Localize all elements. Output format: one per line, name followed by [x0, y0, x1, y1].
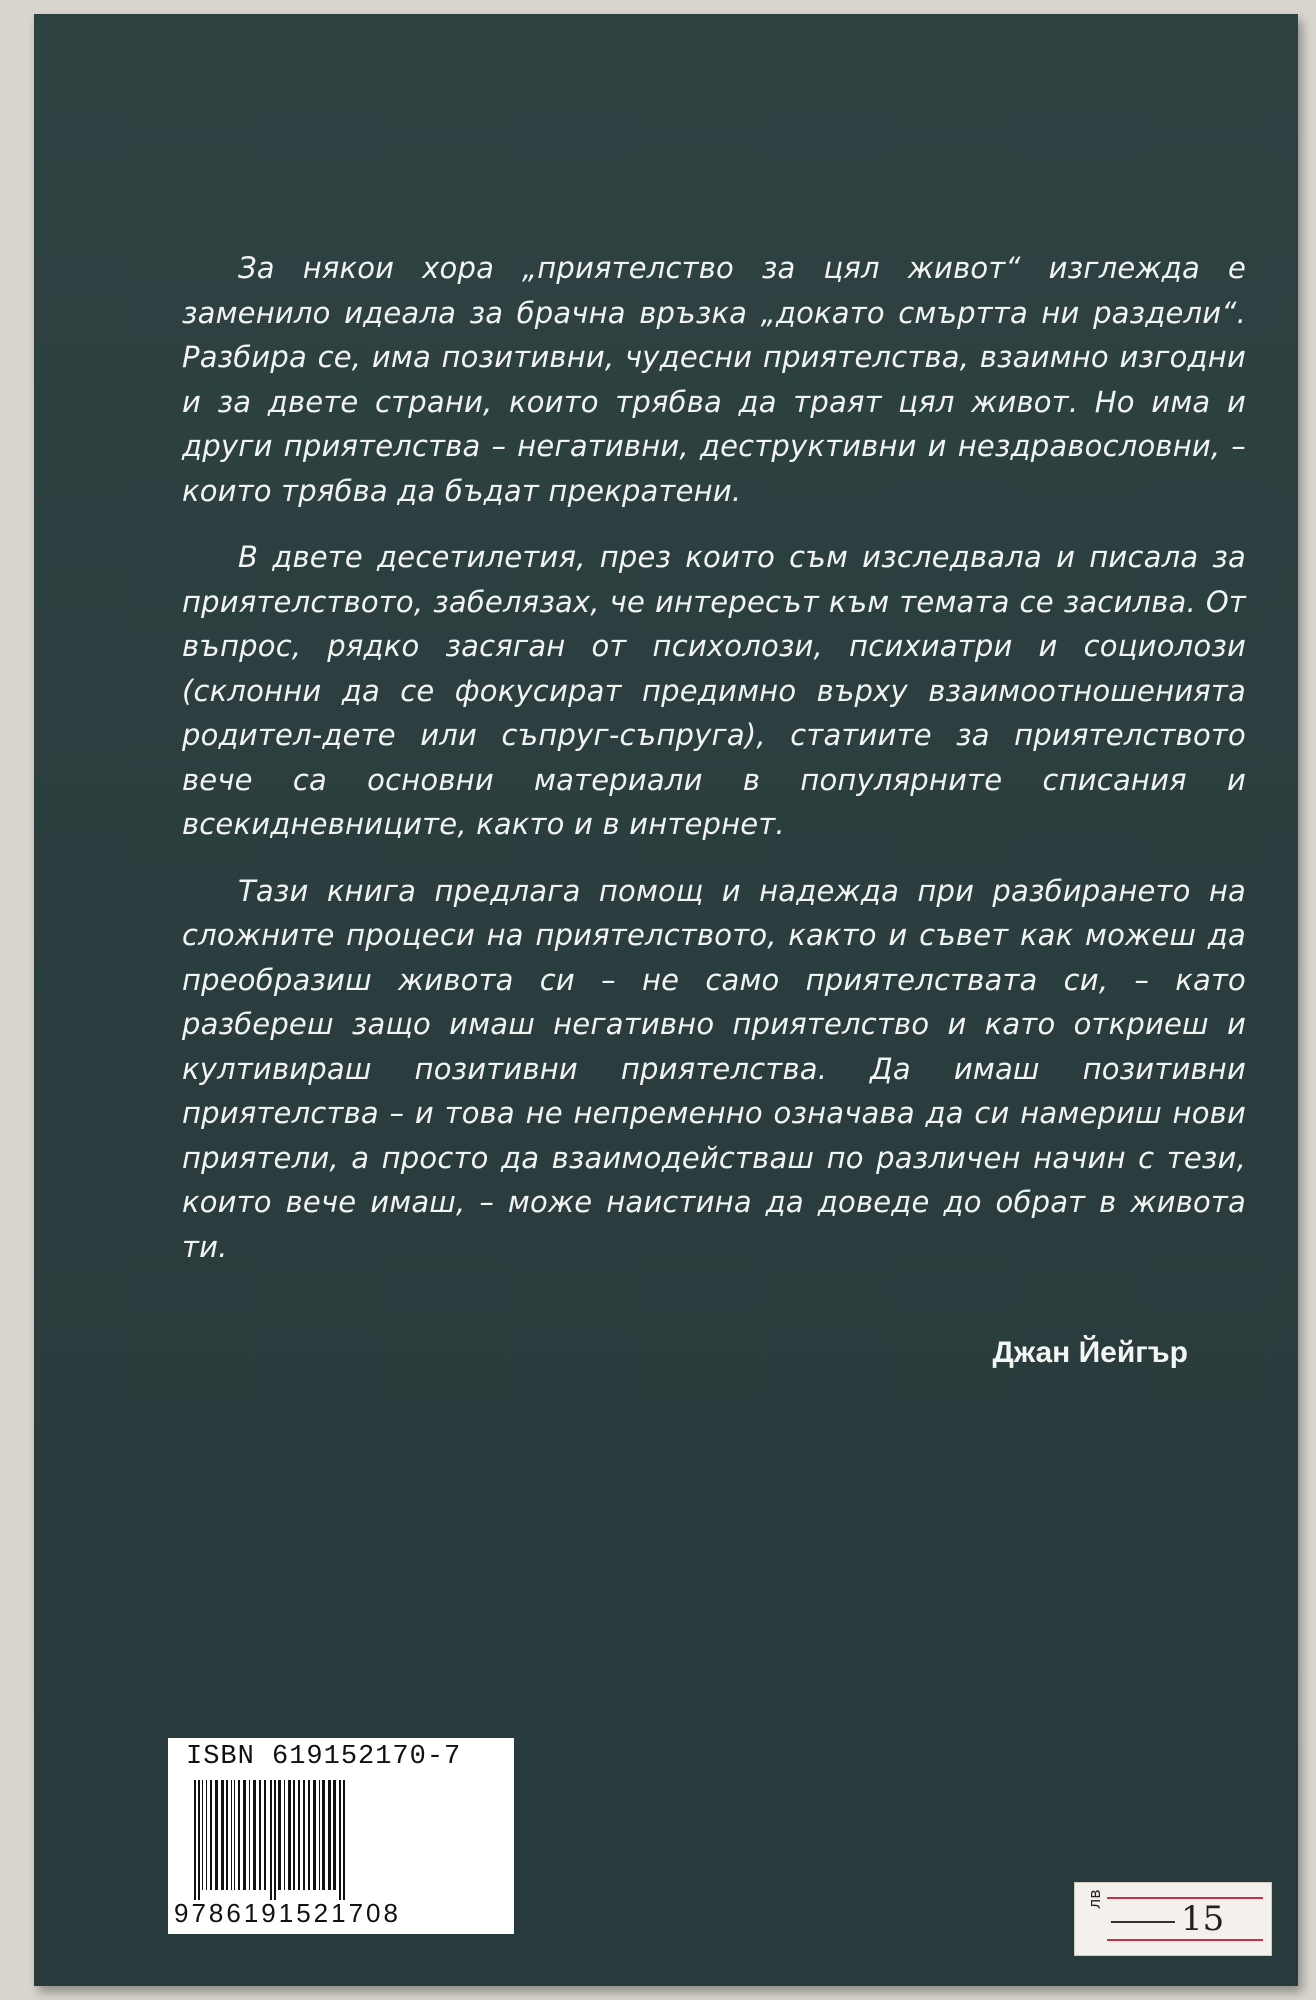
barcode-bar — [194, 1780, 196, 1900]
barcode-bar — [313, 1780, 316, 1890]
barcode-bar — [319, 1780, 320, 1890]
barcode-bar — [231, 1780, 232, 1890]
barcode-bar — [333, 1780, 336, 1890]
barcode-bar — [234, 1780, 235, 1890]
author-name: Джан Йейгър — [992, 1336, 1188, 1369]
price-value: 15 — [1181, 1899, 1225, 1939]
barcode-bar — [253, 1780, 256, 1890]
isbn-text: ISBN 619152170-7 — [186, 1742, 462, 1772]
barcode-bar — [293, 1780, 295, 1890]
price-dash — [1111, 1921, 1175, 1923]
barcode-bar — [298, 1780, 300, 1890]
barcode-bar — [215, 1780, 218, 1890]
ean-number: 9786191521708 — [174, 1898, 401, 1928]
barcode-label — [168, 1738, 514, 1934]
barcode-bar — [202, 1780, 203, 1890]
barcode-bar — [221, 1780, 224, 1890]
barcode-bar — [210, 1780, 212, 1890]
barcode-bar — [274, 1780, 276, 1900]
barcode-bar — [288, 1780, 291, 1890]
price-currency: лв — [1085, 1889, 1104, 1909]
barcode-bar — [238, 1780, 240, 1890]
barcode-bar — [226, 1780, 228, 1890]
barcode-bar — [339, 1780, 341, 1900]
barcode-bar — [259, 1780, 261, 1890]
barcode-bar — [243, 1780, 246, 1890]
barcode-bar — [206, 1780, 207, 1890]
blurb-paragraph-2: В двете десетилетия, през които съм изследвала и писала за приятелството, забелязах, че интересът към темата се засилва. От въпрос, рядко засяган от психолози, психиатри и социолози (склонни да се фокусират предимно върху взаимоотношенията родител-дете или съпруг-съпруга), статиите за приятелството вече са основни материали в популярните списания и всекидневниците, както и в интернет. — [182, 540, 1246, 841]
barcode-bar — [278, 1780, 281, 1890]
blurb-text — [182, 246, 1246, 1291]
barcode-bar — [308, 1780, 310, 1890]
barcode-bar — [343, 1780, 345, 1900]
barcode-bar — [303, 1780, 305, 1890]
barcode-bar — [249, 1780, 250, 1890]
barcode-bars — [192, 1780, 492, 1900]
barcode-bar — [264, 1780, 266, 1890]
sticker-line-bottom — [1107, 1939, 1263, 1941]
price-sticker — [1074, 1882, 1272, 1956]
book-back-cover — [34, 14, 1298, 1986]
barcode-bar — [198, 1780, 200, 1900]
barcode-bar — [284, 1780, 285, 1890]
blurb-paragraph-1: За някои хора „приятелство за цял живот“ изглежда е заменило идеала за брачна връзка „докато смъртта ни раздели“. Разбира се, има позитивни, чудесни приятелства, взаимно изгодни и за двете страни, които трябва да траят цял живот. Но има и други приятелства – негативни, деструктивни и нездравословни, – които трябва да бъдат прекратени. — [182, 251, 1246, 508]
barcode-bar — [322, 1780, 325, 1890]
barcode-bar — [328, 1780, 331, 1890]
blurb-paragraph-3: Тази книга предлага помощ и надежда при разбирането на сложните процеси на приятелството, както и съвет как можеш да преобразиш живота си – не само приятелствата си, – като разбереш защо имаш негативно приятелство и като откриеш и култивираш позитивни приятелства. Да имаш позитивни приятелства – и това не непременно означава да си намериш нови приятели, а просто да взаимодействаш по различен начин с тези, които вече имаш, – може наистина да доведе до обрат в живота ти. — [182, 873, 1246, 1264]
barcode-bar — [270, 1780, 272, 1900]
